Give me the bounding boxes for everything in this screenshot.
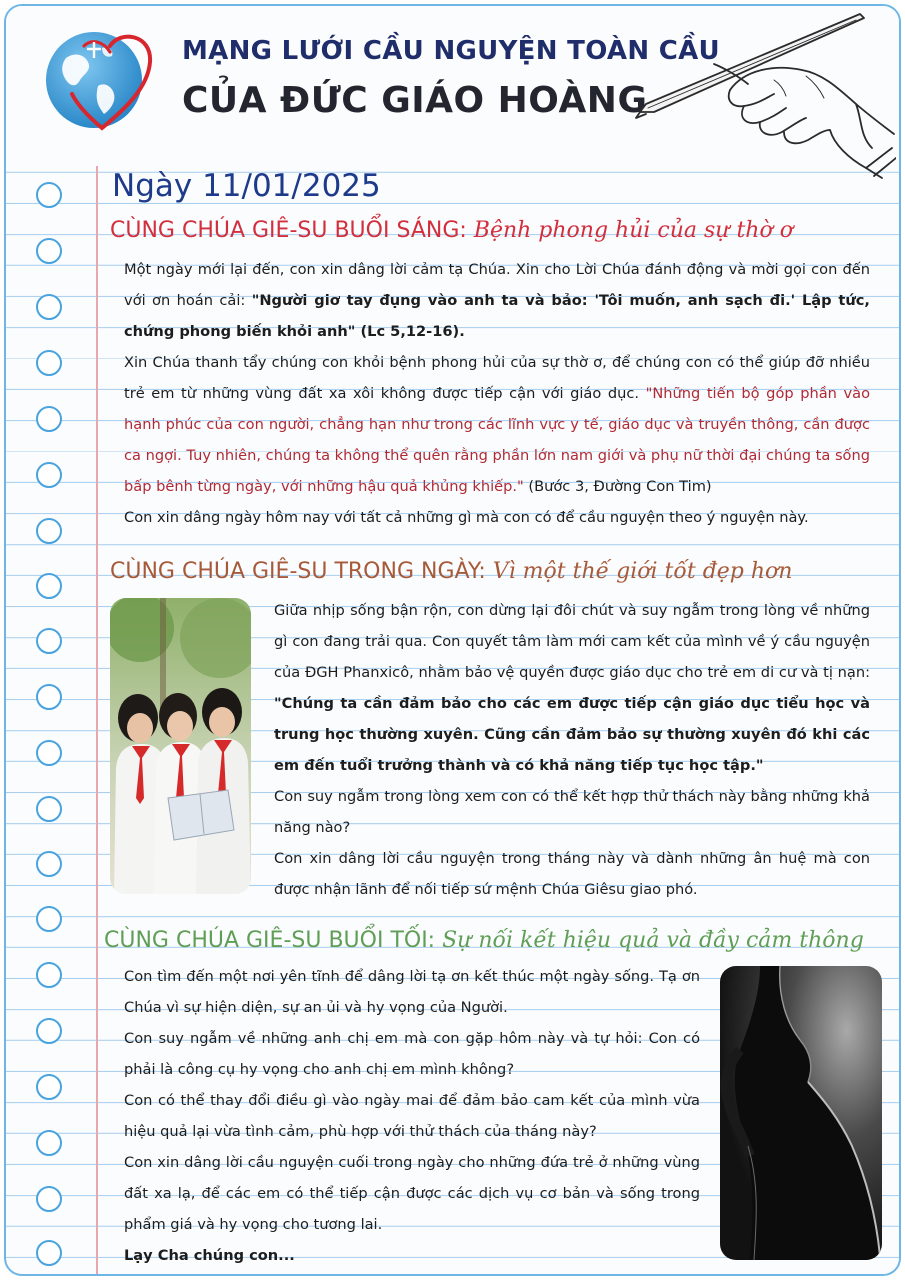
network-title: MẠNG LƯỚI CẦU NGUYỆN TOÀN CẦU xyxy=(182,36,720,66)
binder-hole xyxy=(36,1074,62,1100)
binder-hole xyxy=(36,238,62,264)
morning-paragraph xyxy=(124,254,870,347)
binder-hole xyxy=(36,740,62,766)
binder-hole xyxy=(36,462,62,488)
evening-paragraph: Con suy ngẫm về những anh chị em mà con gặp hôm này và tự hỏi: Con có phải là công cụ hy vọng cho anh chị em mình không? xyxy=(124,1030,700,1078)
binder-hole xyxy=(36,1130,62,1156)
binder-hole xyxy=(36,796,62,822)
midday-body xyxy=(274,595,870,905)
evening-paragraph: Con tìm đến một nơi yên tĩnh để dâng lời tạ ơn kết thúc một ngày sống. Tạ ơn Chúa vì sự hiện diện, sự an ủi và hy vọng của Người. xyxy=(124,968,700,1016)
pope-quote: "Chúng ta cần đảm bảo cho các em được tiếp cận giáo dục tiểu học và trung học thường xuyên. Cũng cần đảm bảo sự thường xuyên đó khi các em đến tuổi trưởng thành và có khả năng tiếp tục học tập." xyxy=(274,695,870,774)
hand-writing-pen-icon xyxy=(634,8,896,186)
evening-body xyxy=(124,961,700,1271)
notebook-page xyxy=(4,4,901,1276)
midday-paragraph: Con suy ngẫm trong lòng xem con có thể kết hợp thử thách này bằng những khả năng nào? xyxy=(274,788,870,836)
evening-paragraph: Con có thể thay đổi điều gì vào ngày mai để đảm bảo cam kết của mình vừa hiệu quả lại vừa tình cảm, phù hợp với thử thách của tháng này? xyxy=(124,1092,700,1140)
globe-heart-icon xyxy=(40,28,164,136)
margin-line xyxy=(96,166,98,1276)
closing-prayer: Lạy Cha chúng con... xyxy=(124,1247,295,1264)
binder-hole xyxy=(36,962,62,988)
date-heading: Ngày 11/01/2025 xyxy=(112,168,381,204)
midday-heading-caps: CÙNG CHÚA GIÊ-SU TRONG NGÀY: xyxy=(110,559,486,584)
morning-paragraph: Con xin dâng ngày hôm nay với tất cả những gì mà con có để cầu nguyện theo ý nguyện này. xyxy=(124,509,809,526)
binder-hole xyxy=(36,851,62,877)
morning-heading-theme: Bệnh phong hủi của sự thờ ơ xyxy=(473,218,793,243)
binder-hole xyxy=(36,573,62,599)
midday-paragraph: Con xin dâng lời cầu nguyện trong tháng này và dành những ân huệ mà con được nhận lãnh để nối tiếp sứ mệnh Chúa Giêsu giao phó. xyxy=(274,850,870,898)
morning-body xyxy=(124,254,870,533)
way-of-heart-reference: (Bước 3, Đường Con Tim) xyxy=(523,478,712,495)
binder-hole xyxy=(36,350,62,376)
binder-hole xyxy=(36,1018,62,1044)
binder-hole xyxy=(36,182,62,208)
gospel-reference: (Lc 5,12-16). xyxy=(355,323,465,340)
midday-reflection-text: Giữa nhịp sống bận rộn, con dừng lại đôi chút và suy ngẫm trong lòng về những gì con đang trải qua. Con quyết tâm làm mới cam kết của mình về ý cầu nguyện của ĐGH Phanxicô, nhằm bảo vệ quyền được giáo dục cho trẻ em di cư và tị nạn: xyxy=(274,602,870,681)
network-subtitle: CỦA ĐỨC GIÁO HOÀNG xyxy=(182,80,648,121)
midday-heading-theme: Vì một thế giới tốt đẹp hơn xyxy=(492,559,793,584)
morning-heading-caps: CÙNG CHÚA GIÊ-SU BUỔI SÁNG: xyxy=(110,218,467,243)
midday-paragraph xyxy=(274,595,870,781)
gospel-quote: "Người giơ tay đụng vào anh ta và bảo: 'Tôi muốn, anh sạch đi.' Lập tức, chứng phong biến khỏi anh" xyxy=(124,292,870,340)
binder-hole xyxy=(36,1240,62,1266)
header xyxy=(6,6,899,166)
morning-prayer-text: Xin Chúa thanh tẩy chúng con khỏi bệnh phong hủi của sự thờ ơ, để chúng con có thể giúp đỡ nhiều trẻ em từ những vùng đất xa xôi không được tiếp cận với giáo dục. xyxy=(124,354,870,402)
way-of-heart-quote: "Những tiến bộ góp phần vào hạnh phúc của con người, chẳng hạn như trong các lĩnh vực y tế, giáo dục và truyền thông, cần được ca ngợi. Tuy nhiên, chúng ta không thể quên rằng phần lớn nam giới và phụ nữ thời đại chúng ta sống bấp bênh từng ngày, với những hậu quả khủng khiếp." xyxy=(124,385,870,495)
midday-heading xyxy=(110,559,792,584)
binder-hole xyxy=(36,518,62,544)
binder-hole xyxy=(36,906,62,932)
binder-hole xyxy=(36,406,62,432)
evening-paragraph: Con xin dâng lời cầu nguyện cuối trong ngày cho những đứa trẻ ở những vùng đất xa lạ, để các em có thể tiếp cận được các dịch vụ cơ bản và sống trong phẩm giá và hy vọng cho tương lai. xyxy=(124,1154,700,1233)
morning-heading xyxy=(110,218,793,243)
morning-paragraph xyxy=(124,347,870,502)
binder-hole xyxy=(36,628,62,654)
evening-heading-caps: CÙNG CHÚA GIÊ-SU BUỔI TỐI: xyxy=(104,928,436,953)
evening-heading-theme: Sự nối kết hiệu quả và đầy cảm thông xyxy=(442,928,864,953)
schoolgirls-reading-photo xyxy=(110,598,251,894)
praying-silhouette-photo xyxy=(720,966,882,1260)
morning-intro-text: Một ngày mới lại đến, con xin dâng lời cảm tạ Chúa. Xin cho Lời Chúa đánh động và mời gọi con đến với ơn hoán cải: xyxy=(124,261,870,309)
evening-heading xyxy=(104,928,864,953)
binder-hole xyxy=(36,684,62,710)
binder-hole xyxy=(36,294,62,320)
binder-hole xyxy=(36,1186,62,1212)
